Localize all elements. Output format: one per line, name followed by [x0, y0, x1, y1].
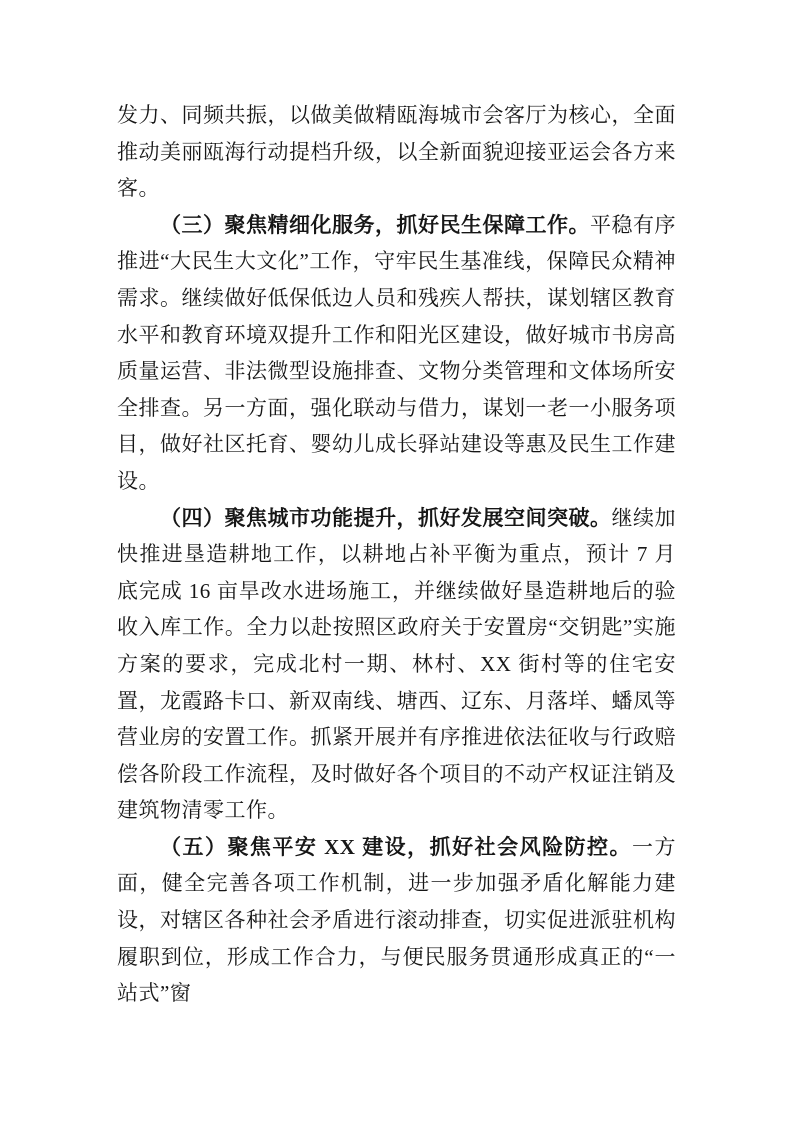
paragraph — [117, 500, 676, 829]
paragraph — [117, 97, 676, 207]
paragraph-text: 继续加快推进垦造耕地工作，以耕地占补平衡为重点，预计 7 月底完成 16 亩旱改水进场施工，并继续做好垦造耕地后的验收入库工作。全力以赴按照区政府关于安置房“交钥匙”实施方案的要求，完成北村一期、林村、XX 街村等的住宅安置，龙霞路卡口、新双南线、塘西、辽东、月落垟、蟠凤等营业房的安置工作。抓紧开展并有序推进依法征收与行政赔偿各阶段工作流程，及时做好各个项目的不动产权证注销及建筑物清零工作。 — [117, 505, 676, 823]
section-heading: （三）聚焦精细化服务，抓好民生保障工作。 — [160, 212, 590, 237]
paragraph-text: 平稳有序推进“大民生大文化”工作，守牢民生基准线，保障民众精神需求。继续做好低保低边人员和残疾人帮扶，谋划辖区教育水平和教育环境双提升工作和阳光区建设，做好城市书房高质量运营、非法微型设施排查、文物分类管理和文体场所安全排查。另一方面，强化联动与借力，谋划一老一小服务项目，做好社区托育、婴幼儿成长驿站建设等惠及民生工作建设。 — [117, 212, 676, 493]
section-heading: （五）聚焦平安 XX 建设，抓好社会风险防控。 — [160, 834, 633, 859]
paragraph — [117, 207, 676, 500]
document-body — [117, 97, 676, 1012]
paragraph-text: 一方面，健全完善各项工作机制，进一步加强矛盾化解能力建设，对辖区各种社会矛盾进行滚动排查，切实促进派驻机构履职到位，形成工作合力，与便民服务贯通形成真正的“一站式”窗 — [117, 834, 676, 1006]
paragraph — [117, 829, 676, 1012]
section-heading: （四）聚焦城市功能提升，抓好发展空间突破。 — [160, 505, 612, 530]
paragraph-text: 发力、同频共振，以做美做精瓯海城市会客厅为核心，全面推动美丽瓯海行动提档升级，以全新面貌迎接亚运会各方来客。 — [117, 103, 676, 201]
